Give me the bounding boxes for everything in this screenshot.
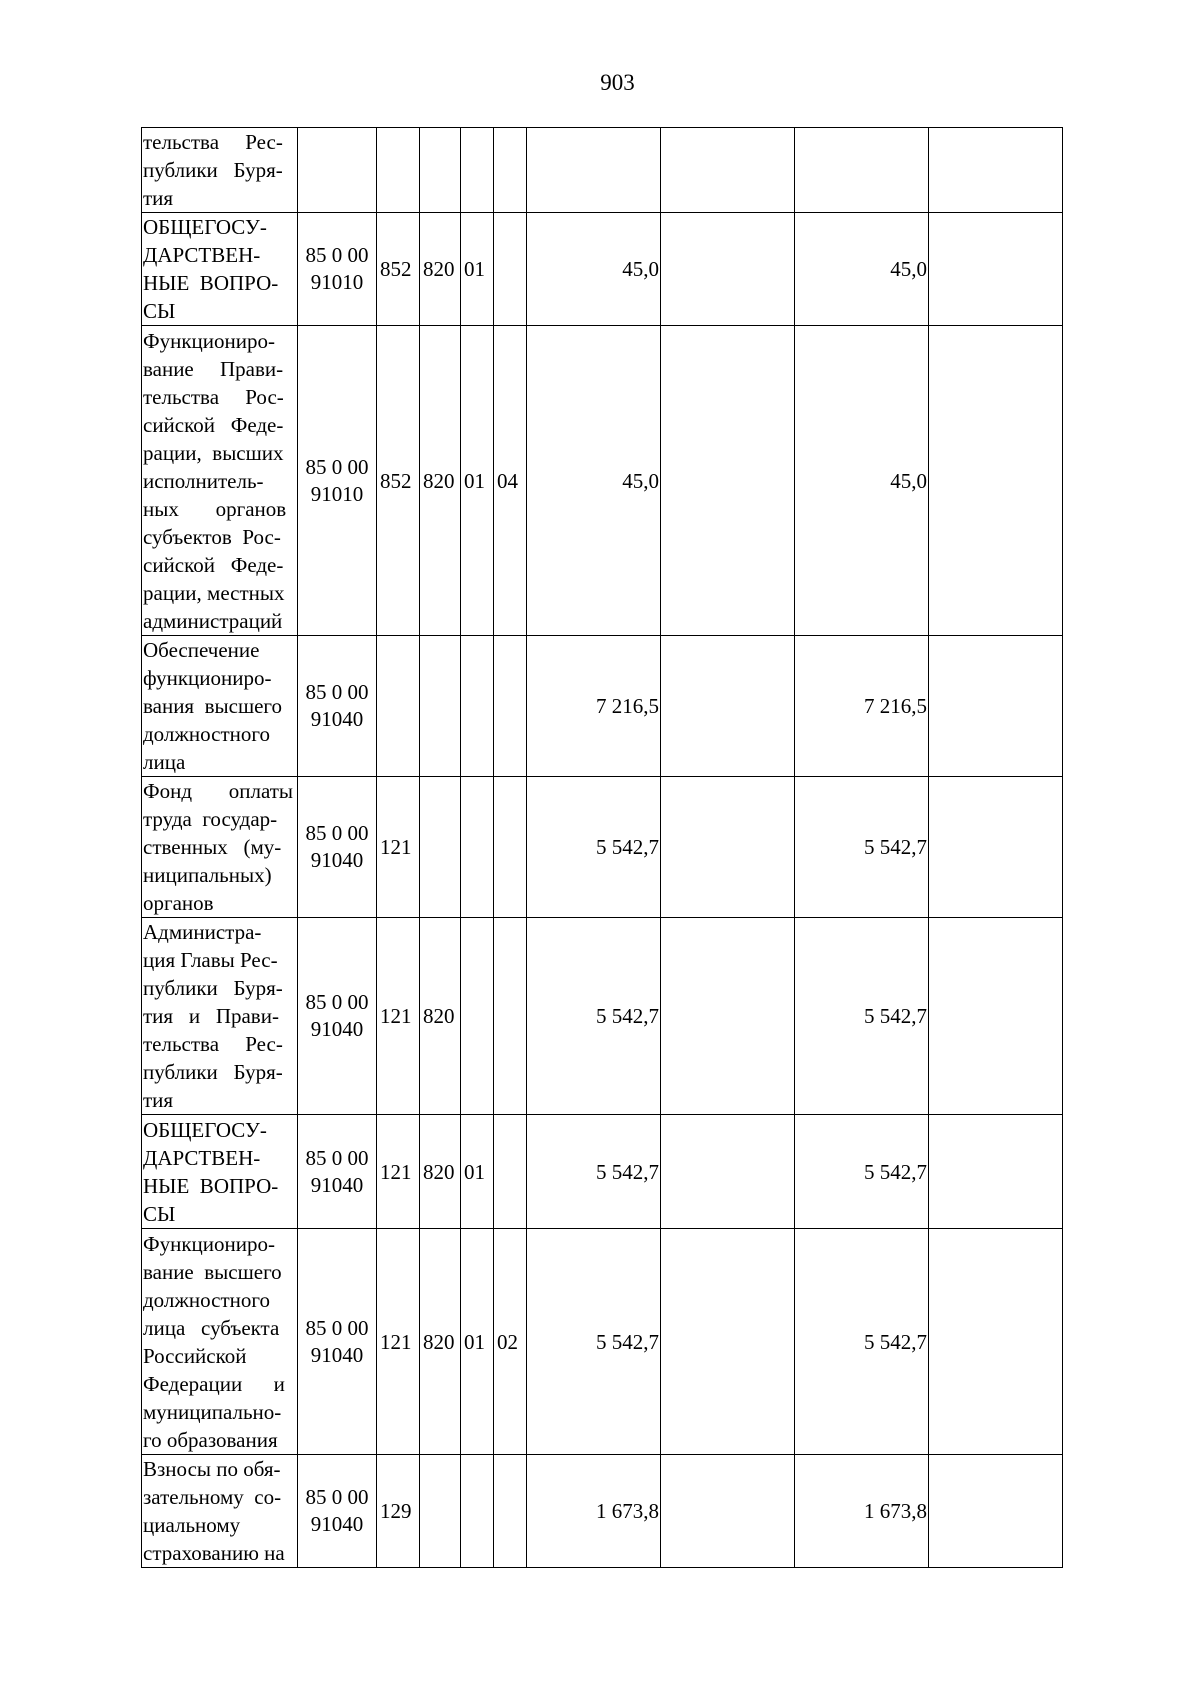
pr-code (494, 636, 527, 777)
other-amount (929, 1229, 1063, 1455)
csr-code: 85 0 00 91040 (298, 1455, 377, 1568)
total-amount: 5 542,7 (527, 777, 661, 918)
rz-code: 01 (461, 213, 494, 326)
row-name: Администра- ция Главы Рес- публики Буря- тия и Прави- тельства Рес- публики Буря- тия (142, 918, 298, 1115)
page-number: 903 (600, 70, 635, 95)
pr-code (494, 1455, 527, 1568)
vr-code: 129 (377, 1455, 420, 1568)
other-amount (929, 918, 1063, 1115)
grbs-code: 820 (420, 1229, 461, 1455)
grbs-code: 820 (420, 918, 461, 1115)
pr-code (494, 1115, 527, 1229)
vr-code: 852 (377, 326, 420, 636)
republic-amount (795, 128, 929, 213)
other-amount (929, 128, 1063, 213)
row-name: Функциониро- вание Прави- тельства Рос- сийской Феде- рации, высших исполнитель- ных органов субъектов Рос- сийской Феде- рации, местных администраций (142, 326, 298, 636)
rz-code: 01 (461, 326, 494, 636)
other-amount (929, 213, 1063, 326)
federal-amount (661, 213, 795, 326)
federal-amount (661, 1115, 795, 1229)
csr-code (298, 128, 377, 213)
table-row (142, 636, 1063, 777)
table-row (142, 326, 1063, 636)
republic-amount: 45,0 (795, 213, 929, 326)
vr-code: 852 (377, 213, 420, 326)
row-name: Взносы по обя- зательному со- циальному страхованию на (142, 1455, 298, 1568)
vr-code: 121 (377, 1229, 420, 1455)
csr-code: 85 0 00 91040 (298, 1115, 377, 1229)
other-amount (929, 326, 1063, 636)
total-amount: 1 673,8 (527, 1455, 661, 1568)
total-amount: 5 542,7 (527, 1229, 661, 1455)
csr-code: 85 0 00 91040 (298, 1229, 377, 1455)
vr-code (377, 128, 420, 213)
federal-amount (661, 326, 795, 636)
rz-code (461, 636, 494, 777)
republic-amount: 5 542,7 (795, 1115, 929, 1229)
other-amount (929, 1115, 1063, 1229)
total-amount: 45,0 (527, 213, 661, 326)
table-row (142, 1229, 1063, 1455)
row-name: Фонд оплаты труда государ- ственных (му- ниципальных) органов (142, 777, 298, 918)
table-row (142, 213, 1063, 326)
grbs-code (420, 1455, 461, 1568)
pr-code: 02 (494, 1229, 527, 1455)
other-amount (929, 1455, 1063, 1568)
total-amount: 5 542,7 (527, 918, 661, 1115)
row-name: Функциониро- вание высшего должностного лица субъекта Российской Федерации и муниципально- го образования (142, 1229, 298, 1455)
grbs-code: 820 (420, 326, 461, 636)
federal-amount (661, 1229, 795, 1455)
republic-amount: 5 542,7 (795, 1229, 929, 1455)
other-amount (929, 636, 1063, 777)
vr-code: 121 (377, 918, 420, 1115)
rz-code (461, 1455, 494, 1568)
rz-code (461, 777, 494, 918)
republic-amount: 5 542,7 (795, 777, 929, 918)
table-row (142, 918, 1063, 1115)
rz-code (461, 128, 494, 213)
csr-code: 85 0 00 91010 (298, 213, 377, 326)
row-name: Обеспечение функциониро- вания высшего должностного лица (142, 636, 298, 777)
rz-code: 01 (461, 1229, 494, 1455)
federal-amount (661, 918, 795, 1115)
pr-code (494, 128, 527, 213)
federal-amount (661, 777, 795, 918)
csr-code: 85 0 00 91010 (298, 326, 377, 636)
grbs-code: 820 (420, 213, 461, 326)
republic-amount: 5 542,7 (795, 918, 929, 1115)
table-row (142, 1115, 1063, 1229)
pr-code: 04 (494, 326, 527, 636)
republic-amount: 1 673,8 (795, 1455, 929, 1568)
total-amount: 45,0 (527, 326, 661, 636)
total-amount: 7 216,5 (527, 636, 661, 777)
row-name: тельства Рес- публики Буря- тия (142, 128, 298, 213)
federal-amount (661, 1455, 795, 1568)
vr-code: 121 (377, 777, 420, 918)
federal-amount (661, 128, 795, 213)
pr-code (494, 777, 527, 918)
pr-code (494, 918, 527, 1115)
table-row (142, 777, 1063, 918)
rz-code (461, 918, 494, 1115)
pr-code (494, 213, 527, 326)
table-row (142, 1455, 1063, 1568)
total-amount (527, 128, 661, 213)
vr-code: 121 (377, 1115, 420, 1229)
other-amount (929, 777, 1063, 918)
vr-code (377, 636, 420, 777)
csr-code: 85 0 00 91040 (298, 636, 377, 777)
csr-code: 85 0 00 91040 (298, 777, 377, 918)
grbs-code (420, 636, 461, 777)
republic-amount: 7 216,5 (795, 636, 929, 777)
republic-amount: 45,0 (795, 326, 929, 636)
total-amount: 5 542,7 (527, 1115, 661, 1229)
budget-table (141, 127, 1063, 1568)
federal-amount (661, 636, 795, 777)
grbs-code (420, 128, 461, 213)
grbs-code: 820 (420, 1115, 461, 1229)
row-name: ОБЩЕГОСУ- ДАРСТВЕН- НЫЕ ВОПРО- СЫ (142, 1115, 298, 1229)
rz-code: 01 (461, 1115, 494, 1229)
row-name: ОБЩЕГОСУ- ДАРСТВЕН- НЫЕ ВОПРО- СЫ (142, 213, 298, 326)
table-row (142, 128, 1063, 213)
grbs-code (420, 777, 461, 918)
csr-code: 85 0 00 91040 (298, 918, 377, 1115)
